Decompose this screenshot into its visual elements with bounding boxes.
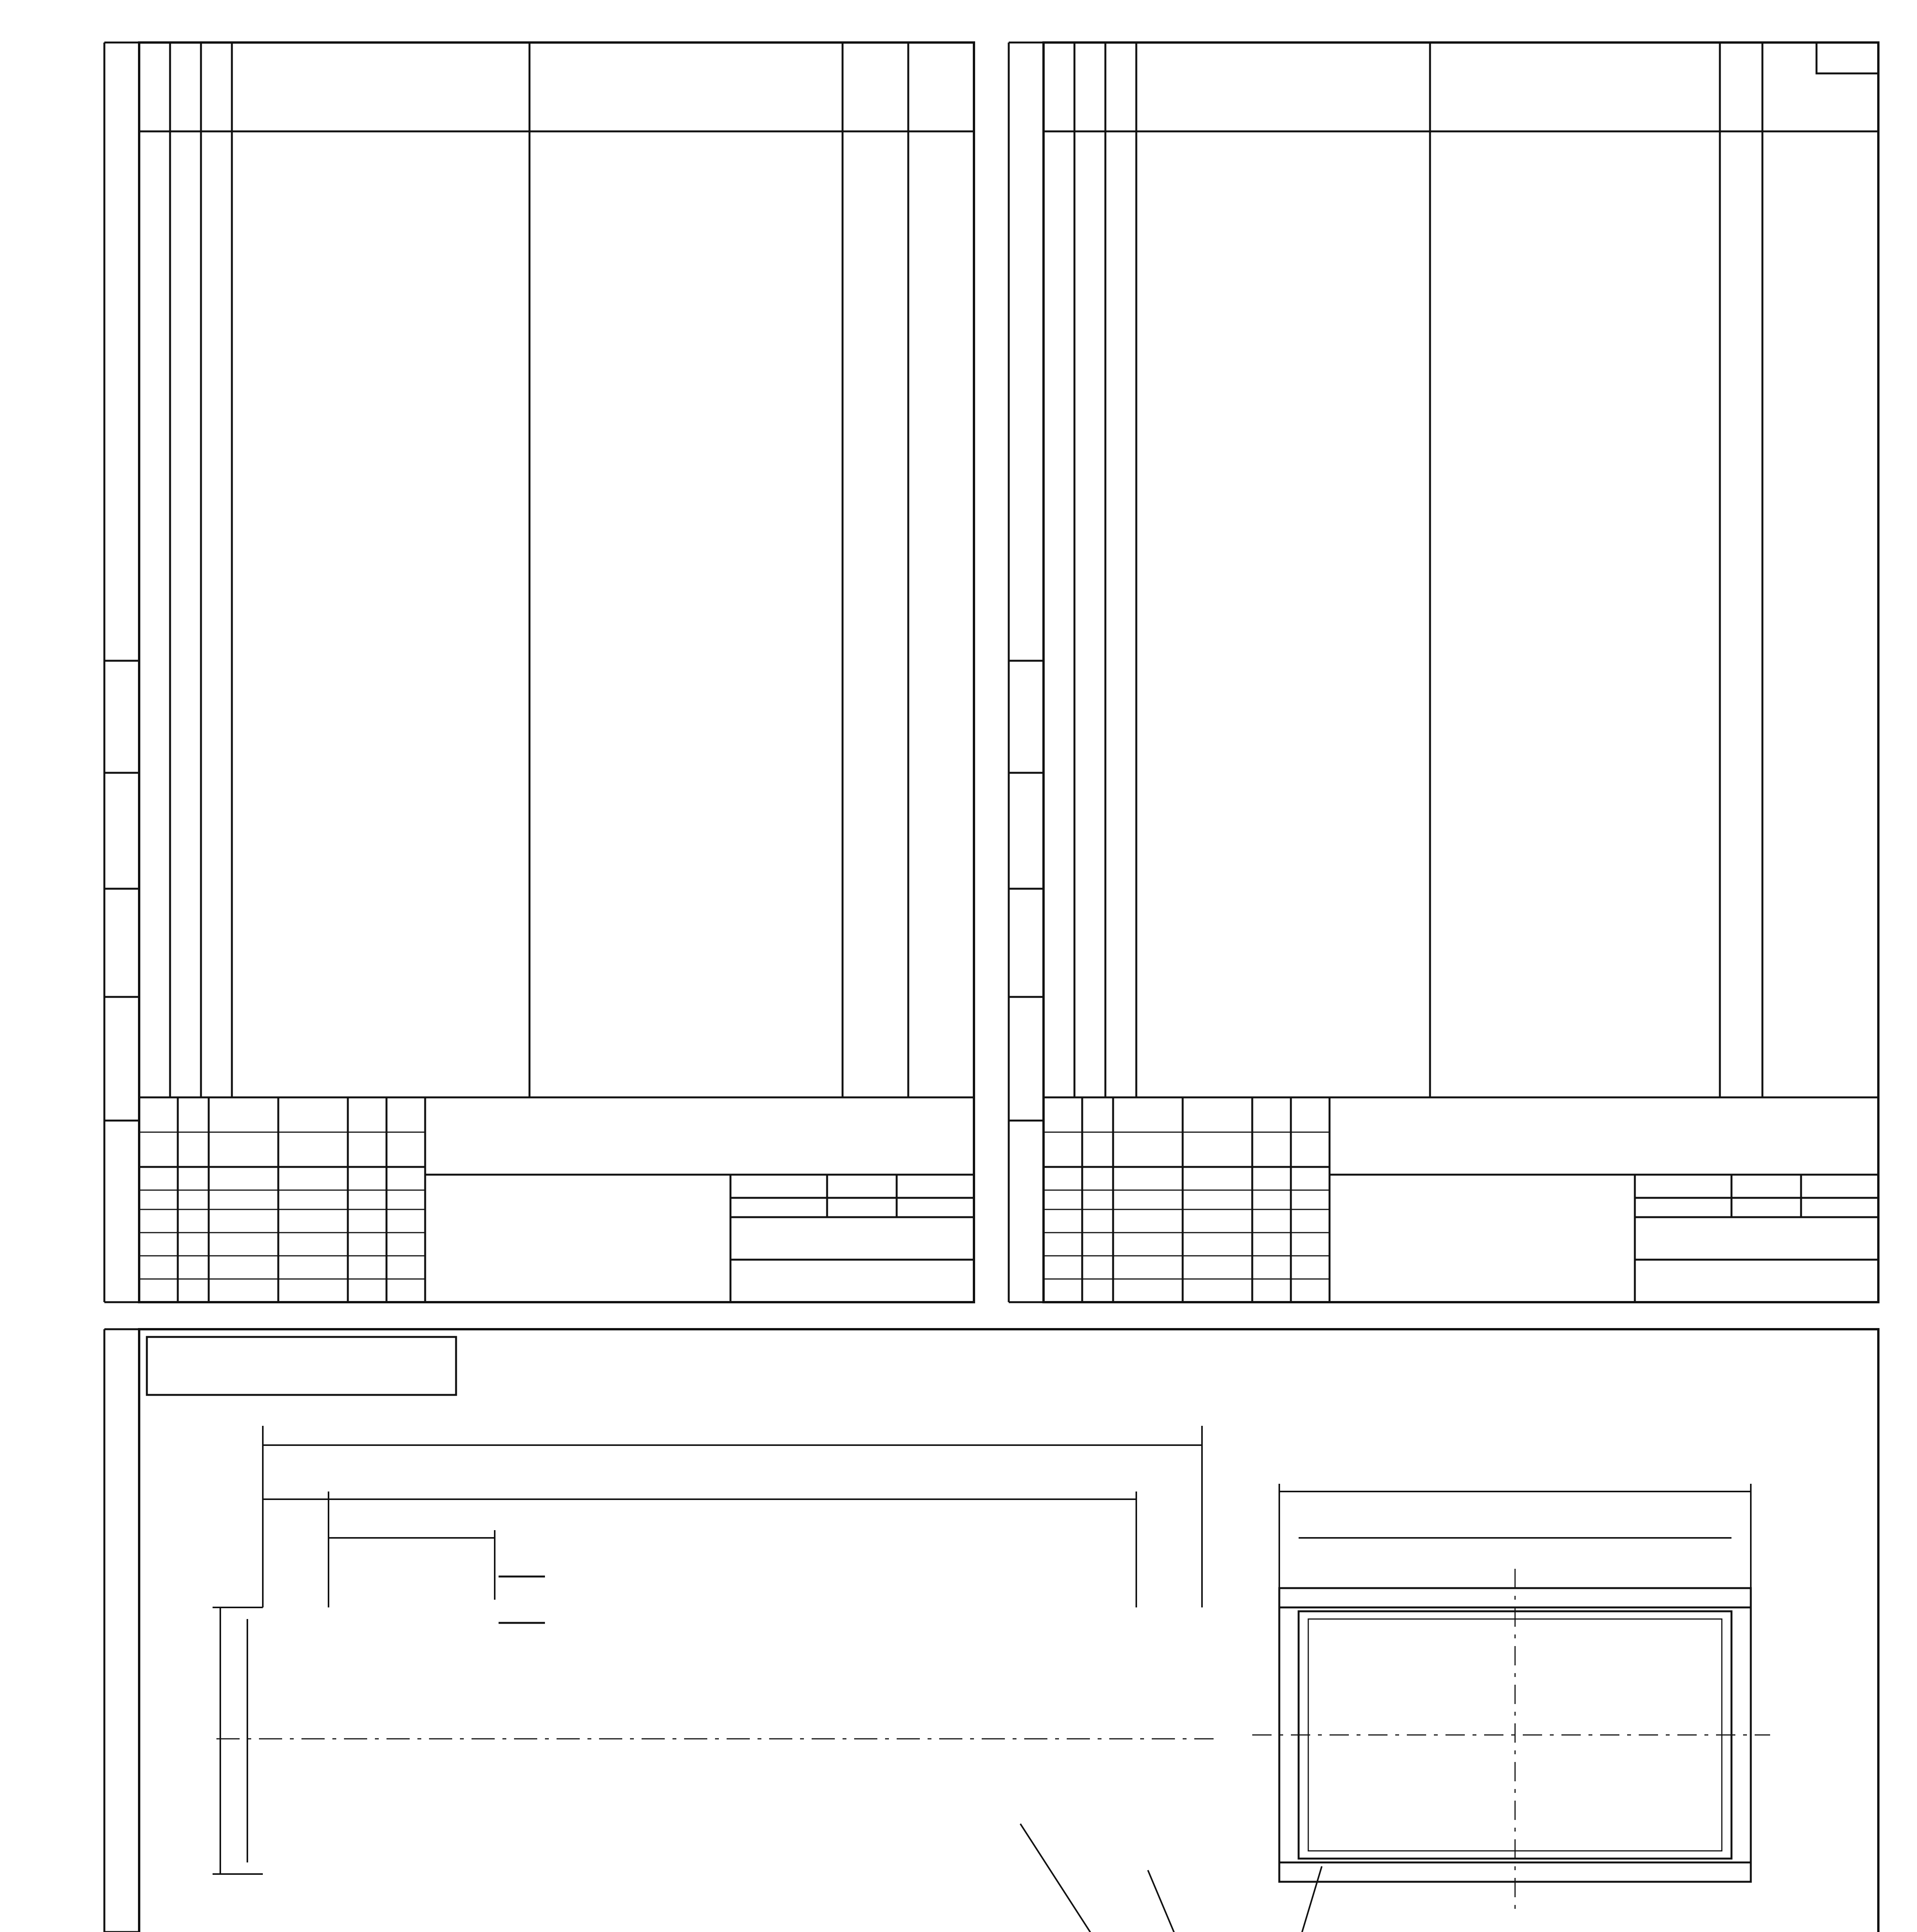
end-view [1279,1484,1751,1882]
stamp-left [139,1097,974,1302]
spec-left [139,43,974,1097]
spec-right [1044,43,1878,1097]
assembly-drawing [147,1337,1878,1932]
side-strips [104,43,1044,1932]
stamp-right [1044,1097,1878,1302]
